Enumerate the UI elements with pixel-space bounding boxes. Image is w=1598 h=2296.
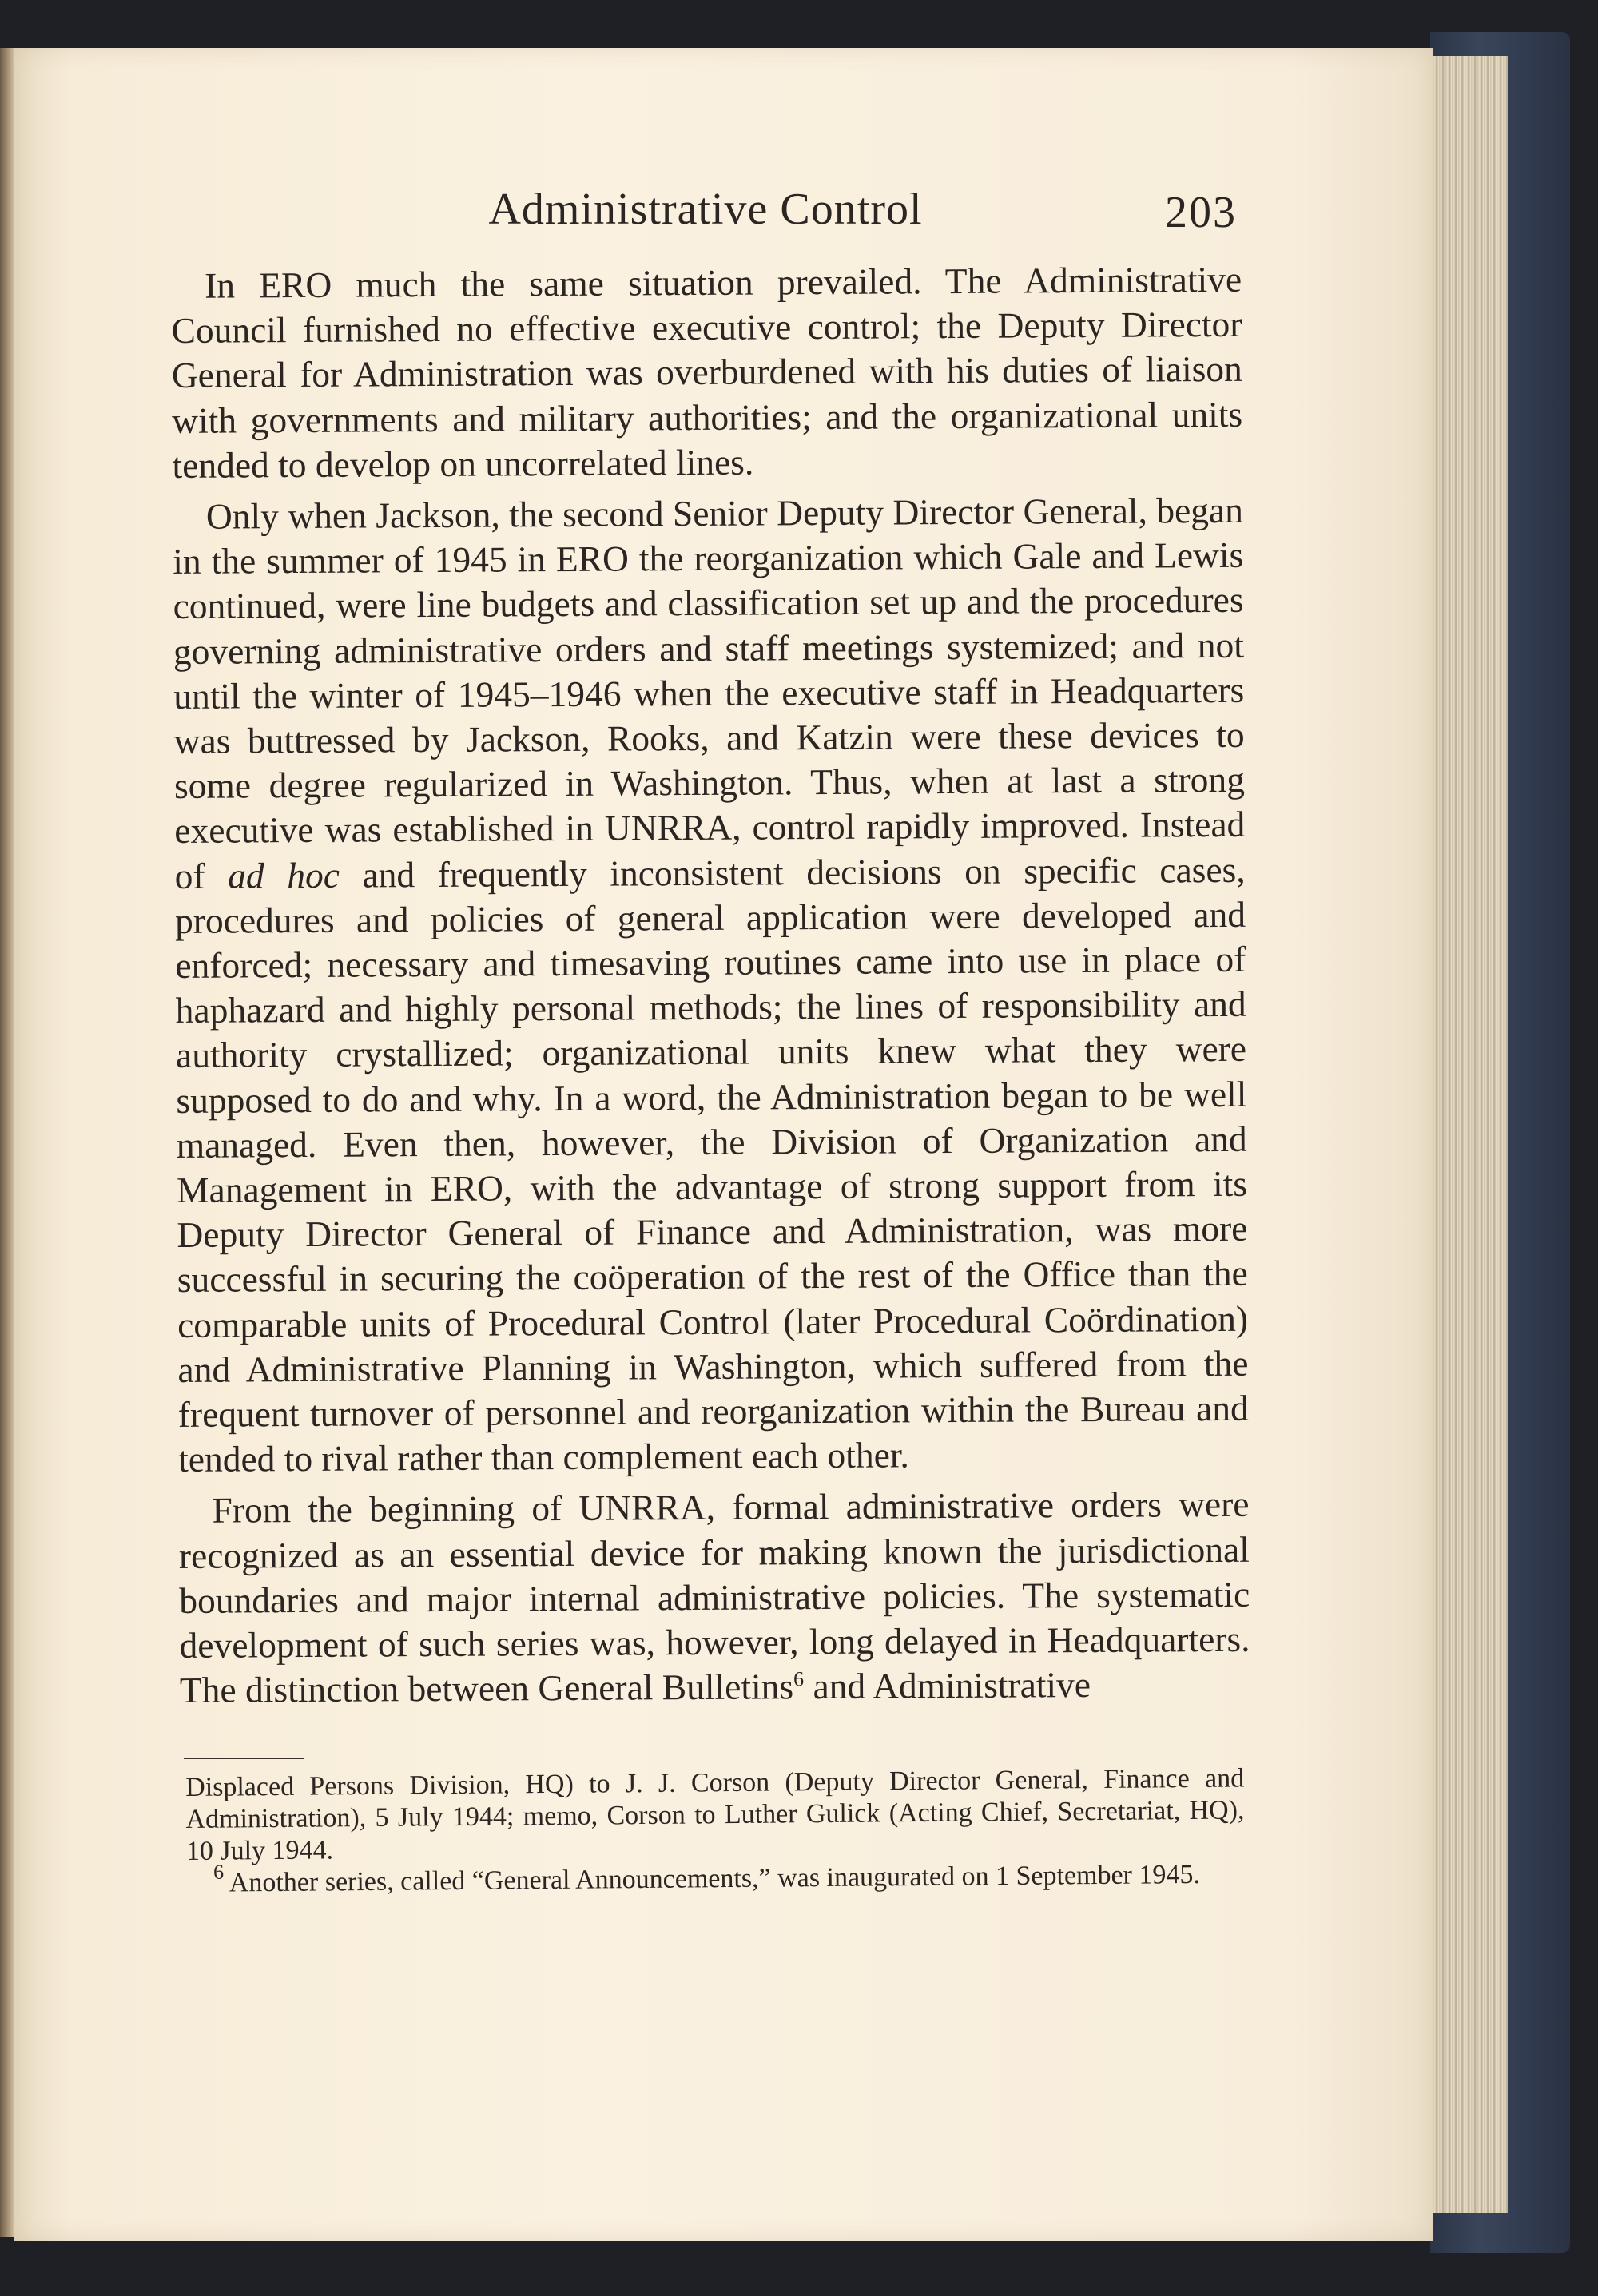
footnote-6-marker: 6 [213, 1860, 225, 1884]
footnotes [185, 1762, 1245, 1900]
footnote-reference-6: 6 [793, 1667, 805, 1691]
main-text [171, 257, 1250, 1714]
book-page [14, 48, 1433, 2241]
italic-phrase: ad hoc [228, 854, 340, 896]
paragraph-2 [173, 488, 1250, 1483]
footnote-continued: Displaced Persons Division, HQ) to J. J. Corson (Deputy Director General, Finance and Administration), 5 July 1944; memo, Corson to Luther Gulick (Acting Chief, Secretariat, HQ), 10 July 1944. [185, 1763, 1245, 1866]
paragraph-1: In ERO much the same situation prevailed. The Administrative Council furnished no effective executive control; the Deputy Director General for Administration was overburdened with his duties of liaison with governments and military authorities; and the organizational units tended to develop on uncorrelated lines. [171, 258, 1243, 486]
running-header [174, 184, 1237, 256]
paragraph-3-text-b: and Administrative [803, 1664, 1091, 1707]
footnote-6-text: Another series, called “General Announcements,” was inaugurated on 1 September 1945. [229, 1859, 1201, 1898]
paragraph-3-text-a: From the beginning of UNRRA, formal administrative orders were recognized as an essential device for making known the jurisdictional boundaries and major internal administrative policies. The systematic development of such series was, however, long delayed in Headquarters. The distinction between General Bulletins [178, 1484, 1250, 1711]
paragraph-2-text-b: and frequently inconsistent decisions on specific cases, procedures and policies of general application were developed and enforced; necessary and timesaving routines came into use in place of haphazard and highly personal methods; the lines of responsibility and authority crystallized; organizational units knew what they were supposed to do and why. In a word, the Administration began to be well managed. Even then, however, the Division of Organization and Management in ERO, with the advantage of strong support from its Deputy Director General of Finance and Administration, was more successful in securing the coöperation of the rest of the Office than the comparable units of Procedural Control (later Procedural Coördination) and Administrative Planning in Washington, which suffered from the frequent turnover of personnel and reorganization within the Bureau and tended to rival rather than complement each other. [174, 848, 1249, 1480]
footnote-divider [184, 1758, 304, 1759]
paragraph-3 [178, 1482, 1250, 1713]
running-title: Administrative Control [488, 185, 923, 234]
page-number: 203 [1165, 188, 1237, 237]
paragraph-2-text-a: Only when Jackson, the second Senior Deputy Director General, began in the summer of 1945 in ERO the reorganization which Gale and Lewis continued, were line budgets and classification set up and the procedures governing administrative orders and staff meetings systemized; and not until the winter of 1945–1946 when the executive staff in Headquarters was buttressed by Jackson, Rooks, and Katzin were these devices to some degree regularized in Washington. Thus, when at last a strong executive was established in UNRRA, control rapidly improved. Instead of [173, 489, 1246, 896]
